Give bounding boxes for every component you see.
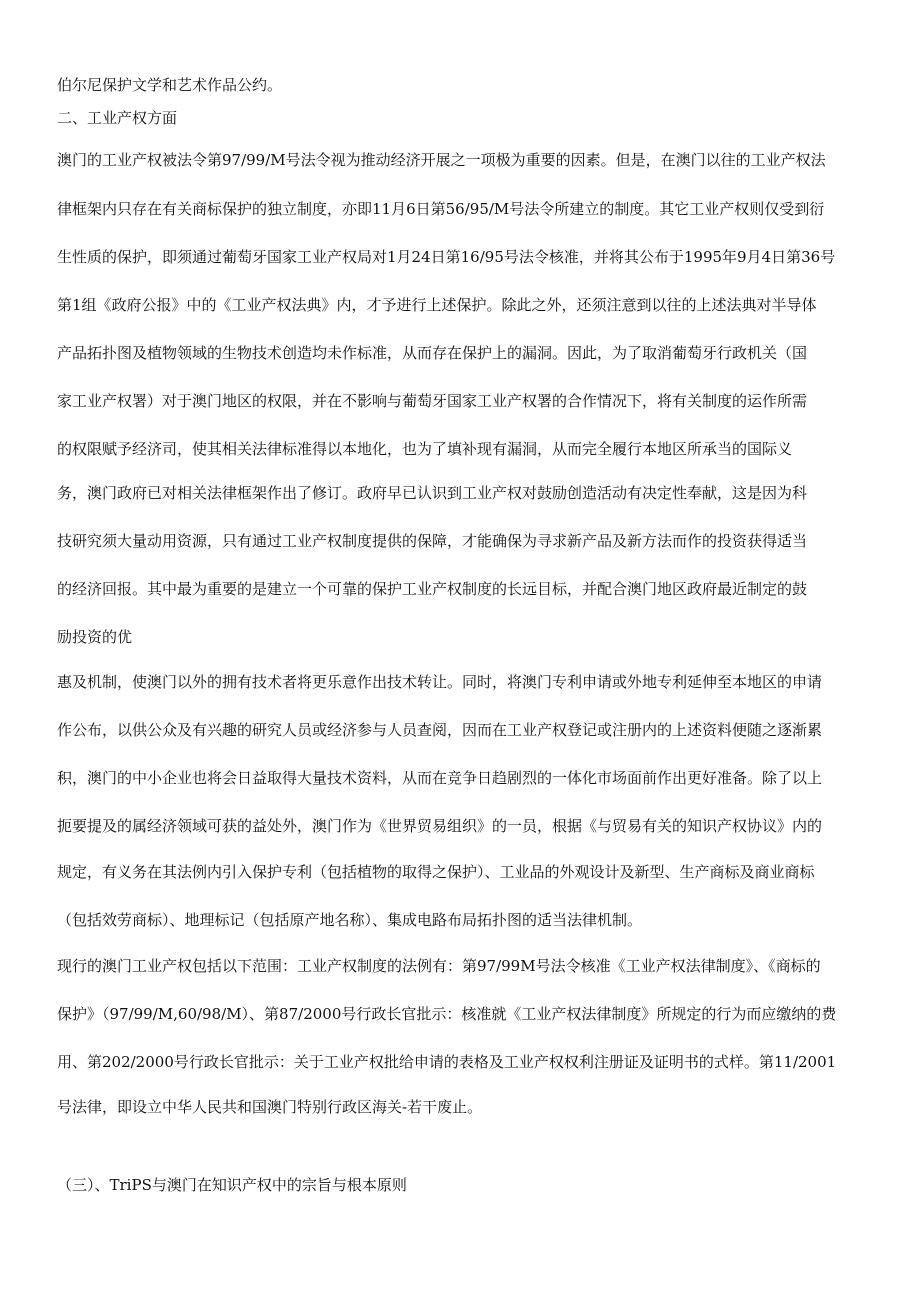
- paragraph-line: 产品拓扑图及植物领域的生物技术创造均未作标准，从而存在保护上的漏洞。因此，为了取消葡萄牙行政机关（国: [57, 344, 808, 362]
- paragraph-line: 励投资的优: [57, 628, 133, 646]
- paragraph-line: 规定，有义务在其法例内引入保护专利（包括植物的取得之保护）、工业品的外观设计及新型、生产商标及商业商标: [57, 863, 815, 881]
- paragraph-line: 用、第202/2000号行政长官批示：关于工业产权批给申请的表格及工业产权权利注册证及证明书的式样。第11/2001: [57, 1053, 837, 1071]
- section-heading-trips: （三）、TriPS与澳门在知识产权中的宗旨与根本原则: [57, 1176, 407, 1194]
- paragraph-line: 的权限赋予经济司，使其相关法律标准得以本地化，也为了填补现有漏洞，从而完全履行本地区所承当的国际义: [57, 440, 793, 458]
- paragraph-line: 律框架内只存在有关商标保护的独立制度，亦即11月6日第56/95/M号法令所建立的制度。其它工业产权则仅受到衍: [57, 200, 825, 218]
- paragraph-line: 惠及机制，使澳门以外的拥有技术者将更乐意作出技术转让。同时，将澳门专利申请或外地专利延伸至本地区的申请: [57, 673, 823, 691]
- paragraph-line: 家工业产权署）对于澳门地区的权限，并在不影响与葡萄牙国家工业产权署的合作情况下，将有关制度的运作所需: [57, 392, 808, 410]
- paragraph-line: 生性质的保护，即须通过葡萄牙国家工业产权局对1月24日第16/95号法令核准，并将其公布于1995年9月4日第36号: [57, 248, 836, 266]
- paragraph-line: 第1组《政府公报》中的《工业产权法典》内，才予进行上述保护。除此之外，还须注意到以往的上述法典对半导体: [57, 296, 817, 314]
- paragraph-line: 作公布，以供公众及有兴趣的研究人员或经济参与人员查阅，因而在工业产权登记或注册内的上述资料便随之逐渐累: [57, 721, 823, 739]
- paragraph-line: 现行的澳门工业产权包括以下范围：工业产权制度的法例有：第97/99M号法令核准《工业产权法律制度》、《商标的: [57, 957, 821, 975]
- text-line-closing: 伯尔尼保护文学和艺术作品公约。: [57, 76, 283, 94]
- paragraph-line: （包括效劳商标）、地理标记（包括原产地名称）、集成电路布局拓扑图的适当法律机制。: [57, 911, 643, 929]
- paragraph-line: 的经济回报。其中最为重要的是建立一个可靠的保护工业产权制度的长远目标，并配合澳门地区政府最近制定的鼓: [57, 580, 808, 598]
- section-heading-industrial-property: 二、工业产权方面: [57, 109, 178, 127]
- paragraph-line: 务，澳门政府已对相关法律框架作出了修订。政府早已认识到工业产权对鼓励创造活动有决定性奉献，这是因为科: [57, 484, 808, 502]
- paragraph-line: 澳门的工业产权被法令第97/99/M号法令视为推动经济开展之一项极为重要的因素。但是，在澳门以往的工业产权法: [57, 151, 826, 169]
- paragraph-line: 号法律，即设立中华人民共和国澳门特别行政区海关-若干废止。: [57, 1098, 483, 1116]
- paragraph-line: 扼要提及的属经济领域可获的益处外，澳门作为《世界贸易组织》的一员，根据《与贸易有关的知识产权协议》内的: [57, 817, 823, 835]
- paragraph-line: 技研究须大量动用资源，只有通过工业产权制度提供的保障，才能确保为寻求新产品及新方法而作的投资获得适当: [57, 532, 808, 550]
- paragraph-line: 保护》（97/99/M,60/98/M）、第87/2000号行政长官批示：核准就《工业产权法律制度》所规定的行为而应缴纳的费: [57, 1005, 837, 1023]
- paragraph-line: 积，澳门的中小企业也将会日益取得大量技术资料，从而在竞争日趋剧烈的一体化市场面前作出更好准备。除了以上: [57, 769, 823, 787]
